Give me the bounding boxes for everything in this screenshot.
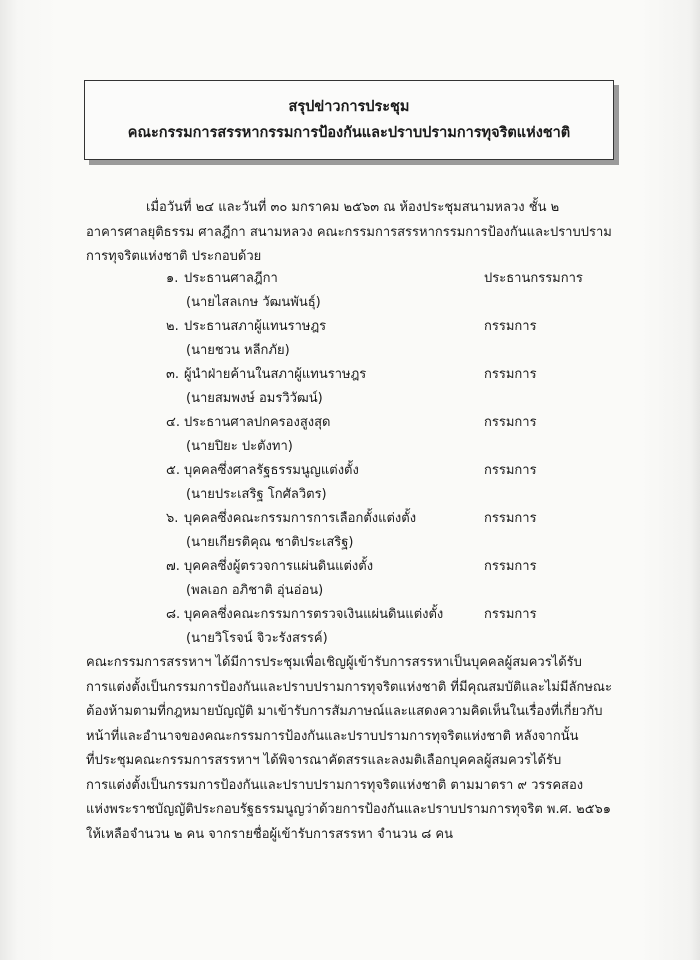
- body-paragraph: [86, 651, 631, 847]
- member-number: ๒.: [166, 319, 179, 334]
- member-item: [0, 260, 700, 308]
- body-line: หน้าที่และอำนาจของคณะกรรมการป้องกันและปราบปรามการทุจริตแห่งชาติ หลังจากนั้น: [86, 728, 579, 744]
- member-item: [0, 308, 700, 356]
- member-position: บุคคลซึ่งคณะกรรมการการเลือกตั้งแต่งตั้ง: [184, 511, 417, 526]
- body-line: แห่งพระราชบัญญัติประกอบรัฐธรรมนูญว่าด้วยการป้องกันและปราบปรามการทุจริต พ.ศ. ๒๕๖๑: [86, 802, 612, 817]
- body-line: การแต่งตั้งเป็นกรรมการป้องกันและปราบปรามการทุจริตแห่งชาติ ตามมาตรา ๙ วรรคสอง: [86, 777, 584, 793]
- member-number: ๔.: [166, 415, 180, 430]
- member-number: ๖.: [166, 511, 179, 526]
- member-position: ประธานสภาผู้แทนราษฎร: [184, 319, 327, 334]
- intro-line: เมื่อวันที่ ๒๔ และวันที่ ๓๐ มกราคม ๒๕๖๓ ณ ห้องประชุมสนามหลวง ชั้น ๒: [146, 200, 560, 215]
- document-title: สรุปข่าวการประชุม: [288, 99, 410, 115]
- member-role: กรรมการ: [484, 511, 537, 526]
- member-name: (พลเอก อภิชาติ อุ่นอ่อน): [186, 583, 324, 598]
- member-number: ๓.: [166, 367, 180, 382]
- member-number: ๑.: [166, 271, 179, 286]
- member-number: ๕.: [166, 463, 180, 478]
- body-line: ที่ประชุมคณะกรรมการสรรหาฯ ได้พิจารณาคัดสรรและลงมติเลือกบุคคลผู้สมควรได้รับ: [86, 753, 562, 768]
- member-name: (นายชวน หลีกภัย): [186, 343, 290, 358]
- member-name: (นายไสลเกษ วัฒนพันธุ์): [186, 295, 321, 310]
- member-position: บุคคลซึ่งคณะกรรมการตรวจเงินแผ่นดินแต่งตั้ง: [184, 607, 444, 622]
- member-name: (นายสมพงษ์ อมรวิวัฒน์): [186, 391, 323, 406]
- body-line: การแต่งตั้งเป็นกรรมการป้องกันและปราบปรามการทุจริตแห่งชาติ ที่มีคุณสมบัติและไม่มีลักษณะ: [86, 679, 612, 695]
- document-subtitle: คณะกรรมการสรรหากรรมการป้องกันและปราบปรามการทุจริตแห่งชาติ: [127, 125, 571, 141]
- member-item: [0, 596, 700, 644]
- member-item: [0, 548, 700, 596]
- intro-line: การทุจริตแห่งชาติ ประกอบด้วย: [86, 249, 262, 264]
- member-role: กรรมการ: [484, 319, 537, 334]
- member-number: ๘.: [166, 607, 181, 622]
- member-name: (นายเกียรติคุณ ชาติประเสริฐ): [186, 535, 354, 550]
- member-role: กรรมการ: [484, 559, 537, 574]
- member-role: กรรมการ: [484, 367, 537, 382]
- body-line: ต้องห้ามตามที่กฎหมายบัญญัติ มาเข้ารับการสัมภาษณ์และแสดงความคิดเห็นในเรื่องที่เกี่ยวกับ: [86, 704, 603, 719]
- member-position: บุคคลซึ่งผู้ตรวจการแผ่นดินแต่งตั้ง: [184, 559, 374, 574]
- member-name: (นายประเสริฐ โกศัลวิตร): [186, 487, 327, 502]
- title-box: [84, 80, 614, 160]
- member-item: [0, 356, 700, 404]
- member-item: [0, 500, 700, 548]
- member-name: (นายปิยะ ปะตังทา): [186, 439, 293, 454]
- member-number: ๗.: [166, 559, 180, 574]
- member-role: กรรมการ: [484, 415, 537, 430]
- member-position: ประธานศาลฎีกา: [184, 271, 278, 286]
- member-name: (นายวิโรจน์ จิวะรังสรรค์): [186, 631, 328, 646]
- intro-paragraph: [86, 196, 626, 270]
- body-line: คณะกรรมการสรรหาฯ ได้มีการประชุมเพื่อเชิญผู้เข้ารับการสรรหาเป็นบุคคลผู้สมควรได้รับ: [86, 655, 582, 670]
- member-position: ผู้นำฝ่ายค้านในสภาผู้แทนราษฎร: [184, 367, 367, 382]
- member-list: [0, 260, 700, 644]
- intro-line: อาคารศาลยุติธรรม ศาลฎีกา สนามหลวง คณะกรรมการสรรหากรรมการป้องกันและปราบปราม: [86, 224, 612, 240]
- member-role: ประธานกรรมการ: [484, 271, 583, 286]
- body-line: ให้เหลือจำนวน ๒ คน จากรายชื่อผู้เข้ารับการสรรหา จำนวน ๘ คน: [86, 826, 453, 842]
- member-role: กรรมการ: [484, 607, 537, 622]
- member-item: [0, 404, 700, 452]
- member-item: [0, 452, 700, 500]
- member-position: ประธานศาลปกครองสูงสุด: [184, 415, 331, 430]
- member-role: กรรมการ: [484, 463, 537, 478]
- member-position: บุคคลซึ่งศาลรัฐธรรมนูญแต่งตั้ง: [184, 463, 359, 478]
